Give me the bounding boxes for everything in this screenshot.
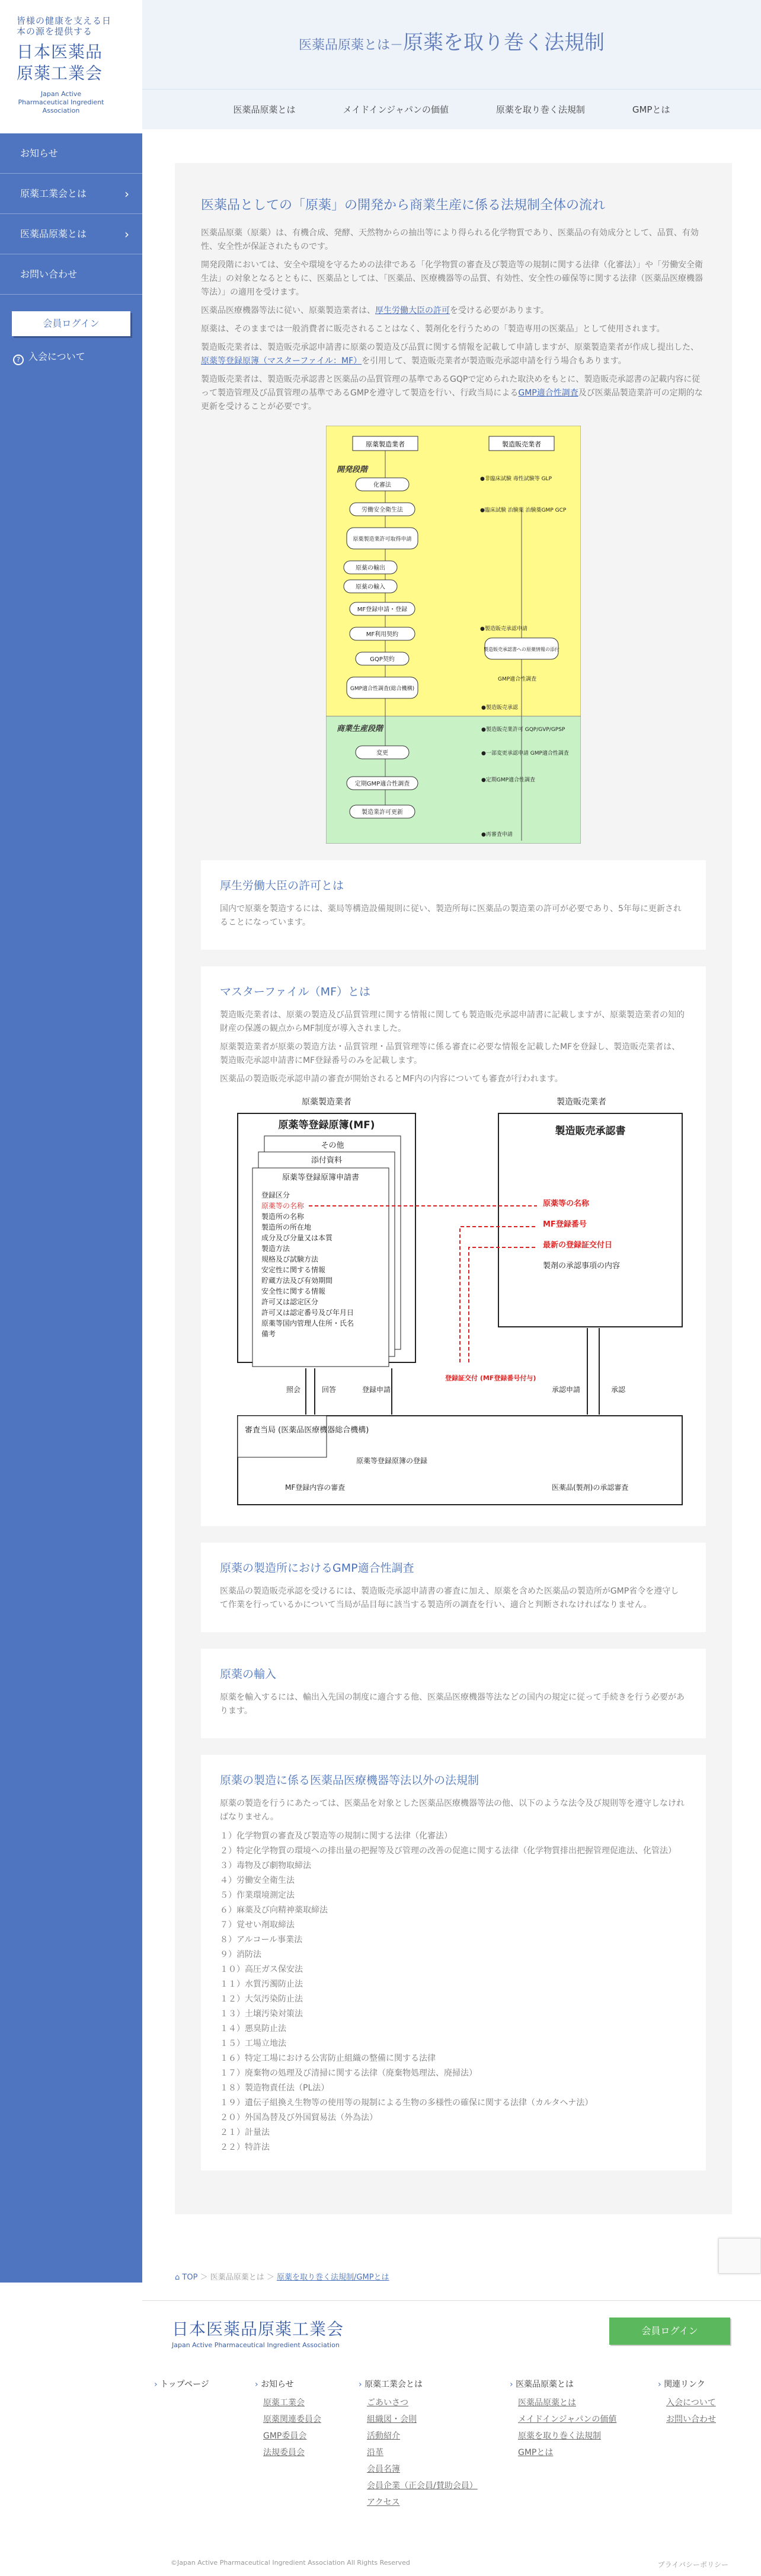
mf-attach: 添付資料 <box>311 1156 343 1165</box>
list-item: １０）高圧ガス保安法 <box>220 1965 303 1974</box>
footer <box>142 2300 761 2576</box>
mah-step: ●製造販売承認 <box>481 705 518 711</box>
mf-approval-item: MF登録番号 <box>543 1220 587 1229</box>
mf-inquiry: 照会 <box>286 1386 301 1394</box>
footer-col-head[interactable]: › お知らせ <box>255 2378 321 2390</box>
footer-link[interactable]: 法規委員会 <box>263 2448 305 2457</box>
tab-api[interactable]: 医薬品原薬とは <box>233 104 296 115</box>
footer-link[interactable]: メイドインジャパンの価値 <box>518 2415 617 2424</box>
footer-col-head[interactable]: › 医薬品原薬とは <box>510 2378 616 2390</box>
mf-app-req: 承認申請 <box>552 1386 581 1394</box>
footer-link[interactable]: 活動紹介 <box>367 2431 400 2441</box>
step-label: GMP適合性調査(総合機構) <box>350 686 415 692</box>
footer-col-top <box>154 2378 209 2395</box>
footer-col-head[interactable]: › 関連リンク <box>658 2378 716 2390</box>
intro-paragraph: 医薬品原薬（原薬）は、有機合成、発酵、天然物からの抽出等により得られる化学物質であり、医薬品の有効成分として、品質、有効性、安全性が保証されたものです。 <box>201 228 699 251</box>
logo-name-line1: 日本医薬品 <box>17 42 103 62</box>
other-laws-title: 原薬の製造に係る医薬品医療機器等法以外の法規制 <box>220 1774 479 1787</box>
list-item: １６）特定工場における公害防止組織の整備に関する法律 <box>220 2054 436 2063</box>
permit-body: 国内で原薬を製造するには、薬局等構造設備規則に従い、製造所毎に医薬品の製造業の許可が必要であり、5年毎に更新されることになっています。 <box>220 904 682 927</box>
mf-review-mf: MF登録内容の審査 <box>285 1483 346 1492</box>
sidebar-item-news[interactable] <box>0 133 142 174</box>
mah-step: GMP適合性調査 <box>498 676 537 682</box>
gmp-card <box>201 1543 706 1632</box>
logo-name-en: Japan Active Pharmaceutical Ingredient Association <box>18 90 104 114</box>
mf-field: 製造方法 <box>261 1244 290 1253</box>
footer-logo-en: Japan Active Pharmaceutical Ingredient Association <box>172 2341 340 2349</box>
list-item: １２）大気汚染防止法 <box>220 1994 303 2004</box>
mah-step: ●定期GMP適合性調査 <box>481 777 536 783</box>
member-login-button[interactable]: 会員ログイン <box>12 311 130 336</box>
mf-approval-item: 製剤の承認事項の内容 <box>543 1262 621 1271</box>
page-title: 原薬を取り巻く法規制 <box>403 31 605 55</box>
page-subtitle: 医薬品原薬とは <box>298 38 390 53</box>
list-item: １８）製造物責任法（PL法） <box>220 2083 330 2093</box>
list-item: １３）土壌汚染対策法 <box>220 2009 303 2019</box>
footer-col-links <box>658 2378 716 2428</box>
sidebar-item-label: お知らせ <box>20 148 58 159</box>
footer-link[interactable]: 沿革 <box>367 2448 383 2457</box>
intro-paragraph: 開発段階においては、安全や環境を守るための法律である「化学物質の審査及び製造等の規制に関する法律（化審法）」や「労働安全衛生法」の対象となるとともに、医薬品としては、「医薬品、医療機器等の品質、有効性、安全性の確保等に関する法律（医薬品医療機器等法）」の適用を受けます。 <box>201 260 703 297</box>
footer-link[interactable]: 組織図・会則 <box>367 2415 417 2424</box>
other-laws-body: 原薬の製造を行うにあたっては、医薬品を対象とした医薬品医療機器等法の他、以下のような法令及び規則等を遵守しなければなりません。 <box>220 1799 685 1822</box>
stage-com-label: 商業生産段階 <box>337 724 383 733</box>
sidebar-item-contact[interactable] <box>0 254 142 295</box>
logo-name-line2: 原薬工業会 <box>17 63 103 83</box>
list-item: ５）作業環境測定法 <box>220 1891 295 1900</box>
law-list <box>220 1829 687 2155</box>
mf-link[interactable]: 原薬等登録原簿（マスターファイル：MF） <box>201 356 362 366</box>
sidebar-item-label: お問い合わせ <box>20 269 78 280</box>
mf-answer: 回答 <box>322 1386 337 1394</box>
mf-paragraph: 原薬製造業者が原薬の製造方法・品質管理・品質管理等に係る審査に必要な情報を記載したMFを登録し、製造販売業者は、製造販売承認申請書にMF登録番号のみを記載します。 <box>220 1042 680 1065</box>
mf-field: 成分及び分量又は本質 <box>261 1234 333 1242</box>
join-label: 入会について <box>28 351 85 362</box>
step-label: 定期GMP適合性調査 <box>354 781 410 787</box>
list-item: １）化学物質の審査及び製造等の規制に関する法律（化審法） <box>220 1831 452 1841</box>
mf-issue-label: 登録証交付 (MF登録番号付与) <box>445 1374 536 1382</box>
list-item: １７）廃棄物の処理及び清掃に関する法律（廃棄物処理法、廃掃法） <box>220 2069 477 2078</box>
list-item: ２）特定化学物質の環境への排出量の把握等及び管理の改善の促進に関する法律（化学物質排出把握管理促進法、化管法） <box>220 1846 676 1856</box>
logo-tagline: 皆様の健康を支える日本の源を提供する <box>17 15 112 37</box>
mf-field: 許可又は認定区分 <box>261 1298 319 1306</box>
import-card <box>201 1649 706 1738</box>
footer-link[interactable]: アクセス <box>367 2498 400 2507</box>
permit-title: 厚生労働大臣の許可とは <box>220 879 344 892</box>
list-item: ９）消防法 <box>220 1950 261 1959</box>
intro-paragraph: 原薬は、そのままでは一般消費者に販売されることはなく、製剤化を行うための「製造専用の医薬品」として使用されます。 <box>201 324 665 334</box>
mf-field: 安全性に関する情報 <box>261 1287 326 1295</box>
sidebar-item-label: 原薬工業会とは <box>20 188 87 199</box>
sidebar-item-about[interactable] <box>0 174 142 214</box>
mah-step: ●臨床試験 治験薬 治験薬GMP GCP <box>480 507 567 513</box>
copyright: ©Japan Active Pharmaceutical Ingredient Association All Rights Reserved <box>171 2559 410 2567</box>
footer-link[interactable]: 入会について <box>666 2398 716 2408</box>
mf-registration: 原薬等登録原簿の登録 <box>356 1457 428 1465</box>
mf-diagram <box>220 1096 688 1511</box>
chevron-right-icon: › <box>124 227 129 241</box>
step-label: 原薬の輸出 <box>356 565 385 572</box>
footer-link[interactable]: 会員名簿 <box>367 2465 400 2474</box>
list-item: ２０）外国為替及び外国貿易法（外為法） <box>220 2113 378 2122</box>
mf-approval-item: 最新の登録証交付日 <box>543 1241 613 1250</box>
main <box>142 0 761 129</box>
mf-mah-label: 製造販売業者 <box>557 1097 606 1107</box>
privacy-link[interactable]: プライバシーポリシー <box>657 2561 728 2569</box>
footer-link[interactable]: お問い合わせ <box>666 2415 716 2424</box>
footer-link[interactable]: GMP委員会 <box>263 2431 307 2441</box>
mf-field: 製造所の所在地 <box>261 1223 312 1231</box>
breadcrumb <box>175 2271 389 2282</box>
other-laws-card <box>201 1755 706 2170</box>
mah-step: ●製造販売業許可 GQP/GVP/GPSP <box>481 727 565 733</box>
permit-link[interactable]: 厚生労働大臣の許可 <box>375 306 450 315</box>
question-icon: ? <box>13 355 24 365</box>
mf-field: 製造所の名称 <box>261 1212 305 1221</box>
footer-link[interactable]: 原薬を取り巻く法規制 <box>518 2431 601 2441</box>
regulation-flow-diagram <box>326 426 581 844</box>
tab-gmp[interactable]: GMPとは <box>632 104 670 115</box>
list-item: １５）工場立地法 <box>220 2039 286 2048</box>
mf-agency: 審査当局 (医薬品医療機器総合機構) <box>245 1426 369 1435</box>
intro-paragraph: 製造販売業者は、製造販売承認申請書に原薬の製造及び品質に関する情報を記載して申請しますが、原薬製造業者が作成し提出した、原薬等登録原簿（マスターファイル：MF）を引用して、製造販売業者が製造販売承認申請を行う場合もあります。 <box>201 343 699 366</box>
mah-step: ●再審査申請 <box>481 832 513 838</box>
mf-other: その他 <box>321 1141 344 1150</box>
footer-col-about <box>359 2378 478 2511</box>
list-item: ２１）計量法 <box>220 2128 270 2137</box>
breadcrumb-separator: ＞ <box>266 2273 274 2282</box>
mf-paragraph: 製造販売業者は、原薬の製造及び品質管理に関する情報に関しても製造販売承認申請書に記載しますが、原薬製造業者の知的財産の保護の観点からMF制度が導入されました。 <box>220 1010 685 1033</box>
list-item: １１）水質汚濁防止法 <box>220 1980 303 1989</box>
mf-title: マスターファイル（MF）とは <box>220 985 370 998</box>
footer-link[interactable]: 医薬品原薬とは <box>518 2398 576 2408</box>
breadcrumb-parent[interactable]: 医薬品原薬とは <box>210 2273 264 2282</box>
sidebar <box>0 0 142 2283</box>
list-item: ７）覚せい剤取締法 <box>220 1920 295 1930</box>
chevron-right-icon: › <box>124 187 129 201</box>
mf-api-label: 原薬製造業者 <box>302 1097 351 1107</box>
footer-link[interactable]: ごあいさつ <box>367 2398 408 2408</box>
mah-step: 製造販売承認書への原薬情報の添付 <box>484 647 559 652</box>
step-label: 化審法 <box>373 482 391 489</box>
join-link[interactable] <box>13 349 142 365</box>
step-label: MF登録申請・登録 <box>357 607 408 613</box>
step-label: 変更 <box>376 750 388 756</box>
sidebar-item-label: 医薬品原薬とは <box>20 228 87 240</box>
col-api-label: 原薬製造業者 <box>366 440 405 448</box>
footer-col-head[interactable]: › 原薬工業会とは <box>359 2378 478 2390</box>
intro-paragraph: 製造販売業者は、製造販売承認書と医薬品の品質管理の基準であるGQPで定められた取決めをもとに、製造販売承認書の記載内容に従って製造管理及び品質管理の基準であるGMPを遵守して製造を行い、行政当局によるGMP適合性調査及び医薬品製造業許可の定期的な更新を受けることが必要です。 <box>201 375 703 411</box>
mf-title-label: 原薬等登録原簿(MF) <box>278 1119 375 1131</box>
mah-step: ●一部変更承認申請 GMP適合性調査 <box>481 751 569 756</box>
mf-paragraph: 医薬品の製造販売承認申請の審査が開始されるとMF内の内容についても審査が行われます。 <box>220 1074 563 1084</box>
mf-approve: 承認 <box>611 1386 626 1394</box>
mf-field: 原薬等国内管理人住所・氏名 <box>261 1319 354 1327</box>
footer-link[interactable]: 原薬工業会 <box>263 2398 305 2408</box>
mf-field: 安定性に関する情報 <box>261 1266 326 1274</box>
list-item: １９）遺伝子組換え生物等の使用等の規制による生物の多様性の確保に関する法律（カルタヘナ法） <box>220 2098 593 2108</box>
title-dash: － <box>390 38 404 53</box>
content-panel <box>175 163 732 2214</box>
gmp-body: 医薬品の製造販売承認を受けるには、製造販売承認申請書の審査に加え、原薬を含めた医薬品の製造所がGMP省令を遵守して作業を行っているかについて当局が品目毎に該当する製造所の調査を行い、適合と判断されなければなりません。 <box>220 1587 679 1610</box>
tab-made-in-japan[interactable]: メイドインジャパンの価値 <box>343 104 449 115</box>
page-header <box>142 0 761 89</box>
mf-approval: 製造販売承認書 <box>555 1125 626 1137</box>
mf-approval-item: 原薬等の名称 <box>543 1199 590 1208</box>
recaptcha-badge[interactable] <box>718 2238 761 2274</box>
footer-link[interactable]: 原薬関連委員会 <box>263 2415 321 2424</box>
footer-logo[interactable] <box>172 2316 344 2349</box>
footer-col-api <box>510 2378 616 2461</box>
sidebar-item-api[interactable] <box>0 214 142 254</box>
list-item: １４）悪臭防止法 <box>220 2024 286 2034</box>
breadcrumb-current[interactable]: 原薬を取り巻く法規制/GMPとは <box>277 2273 389 2282</box>
permit-card <box>201 860 706 950</box>
step-label: 原薬の輸入 <box>356 584 385 590</box>
mf-field: 規格及び試験方法 <box>261 1255 319 1263</box>
list-item: ３）毒物及び劇物取締法 <box>220 1861 311 1870</box>
step-label: 原薬製造業許可取得申請 <box>353 537 412 542</box>
mf-form: 原薬等登録原簿申請書 <box>282 1173 360 1182</box>
step-label: 労働安全衛生法 <box>362 507 403 513</box>
mf-card <box>201 966 706 1526</box>
tab-regulations[interactable]: 原薬を取り巻く法規制 <box>495 104 585 115</box>
stage-dev-label: 開発段階 <box>337 465 368 474</box>
gmp-link[interactable]: GMP適合性調査 <box>518 388 578 398</box>
mah-step: ●製造販売承認申請 <box>480 626 527 632</box>
footer-col-news <box>255 2378 321 2461</box>
import-title: 原薬の輸入 <box>220 1668 277 1681</box>
mf-reg-app: 登録申請 <box>362 1386 391 1394</box>
mf-field: 許可又は認定番号及び年月日 <box>261 1308 354 1317</box>
import-body: 原薬を輸入するには、輸出入先国の制度に適合する他、医薬品医療機器等法などの国内の規定に従って手続きを行う必要があります。 <box>220 1693 685 1716</box>
list-item: ６）麻薬及び向精神薬取締法 <box>220 1905 328 1915</box>
list-item: ４）労働安全衛生法 <box>220 1876 295 1885</box>
mf-field: 貯蔵方法及び有効期間 <box>261 1276 333 1285</box>
footer-login-button[interactable]: 会員ログイン <box>609 2318 730 2345</box>
col-mah-label: 製造販売業者 <box>502 440 541 448</box>
mah-step: ●非臨床試験 毒性試験等 GLP <box>480 476 552 482</box>
site-logo[interactable] <box>0 0 142 133</box>
mf-field: 登録区分 <box>261 1191 290 1199</box>
footer-logo-name: 日本医薬品原薬工業会 <box>172 2319 344 2339</box>
intro-paragraph: 医薬品医療機器等法に従い、原薬製造業者は、厚生労働大臣の許可を受ける必要があります。 <box>201 306 549 315</box>
breadcrumb-home[interactable]: TOP <box>182 2273 198 2282</box>
step-label: 製造業許可更新 <box>362 809 403 816</box>
breadcrumb-separator: ＞ <box>200 2273 208 2282</box>
mf-field: 原薬等の名称 <box>261 1202 305 1210</box>
mf-review-drug: 医薬品(製剤)の承認審査 <box>552 1483 629 1492</box>
step-label: GQP契約 <box>370 656 395 663</box>
home-icon: ⌂ <box>175 2273 180 2282</box>
footer-link[interactable]: GMPとは <box>518 2448 554 2457</box>
mf-field: 備考 <box>261 1330 276 1338</box>
list-item: ８）アルコール事業法 <box>220 1935 303 1945</box>
section-heading: 医薬品としての「原薬」の開発から商業生産に係る法規制全体の流れ <box>201 198 606 213</box>
footer-col-head[interactable]: › トップページ <box>154 2378 209 2390</box>
list-item: ２２）特許法 <box>220 2143 270 2152</box>
gmp-title: 原薬の製造所におけるGMP適合性調査 <box>220 1562 414 1575</box>
step-label: MF利用契約 <box>366 631 399 638</box>
footer-link[interactable]: 会員企業（正会員/賛助会員） <box>367 2481 478 2491</box>
sub-nav <box>142 89 761 129</box>
